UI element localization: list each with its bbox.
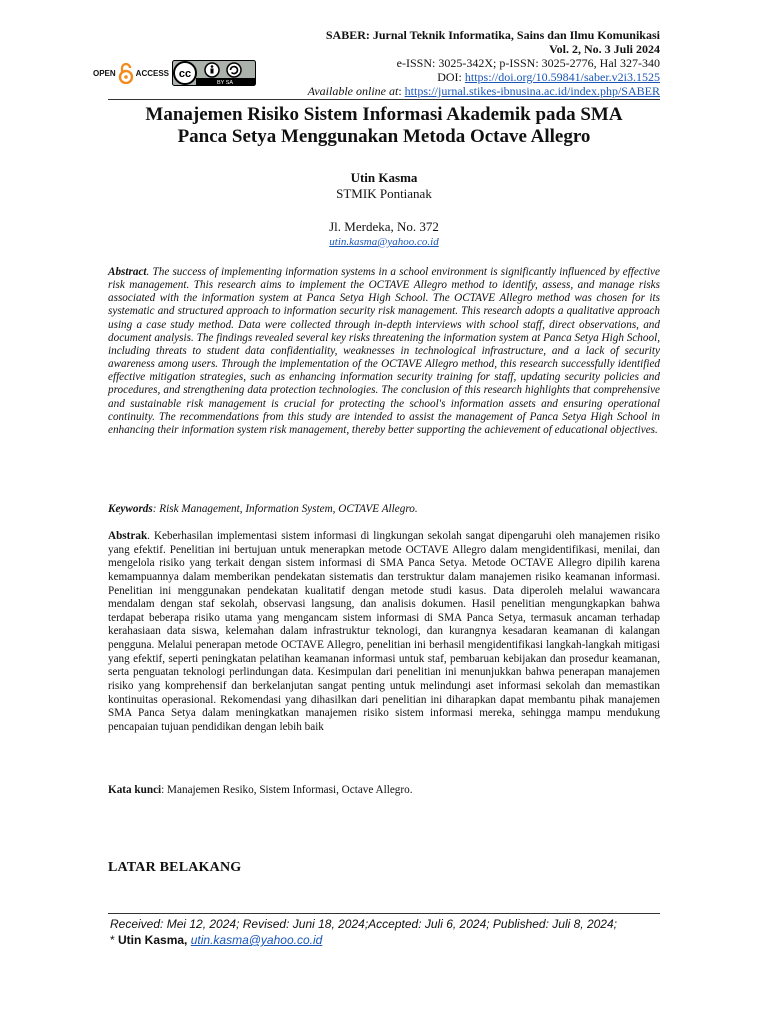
- doi-line: [308, 70, 660, 84]
- author-email-link[interactable]: utin.kasma@yahoo.co.id: [329, 236, 439, 248]
- doi-link[interactable]: https://doi.org/10.59841/saber.v2i3.1525: [464, 70, 660, 84]
- paper-title-line-2: Panca Setya Menggunakan Metoda Octave Allegro: [177, 126, 591, 147]
- svg-text:cc: cc: [178, 68, 192, 80]
- abstract-indonesian-text: . Keberhasilan implementasi sistem informasi di lingkungan sekolah sangat dipengaruhi oleh manajemen risiko yang efektif. Penelitian ini bertujuan untuk menerapkan metode OCTAVE Allegro dalam mengidentifikasi, menilai, dan mengelola risiko yang terkait dengan sistem informasi di SMA Panca Setya. Metode OCTAVE Allegro dipilih karena kemampuannya dalam memberikan pendekatan sistematis dan terstruktur dalam manajemen risiko keamanan informasi. Penelitian ini menggunakan pendekatan kualitatif dengan metode studi kasus. Data diperoleh melalui wawancara mendalam dengan staf sekolah, observasi langsung, dan analisis dokumen. Hasil penelitian mengungkapkan bahwa terdapat beberapa risiko utama yang mengancam sistem informasi di SMA Panca Setya, termasuk ancaman terhadap kerahasiaan data siswa, kelemahan dalam infrastruktur teknologi, dan kurangnya kesadaran keamanan di kalangan pengguna. Melalui penerapan metode OCTAVE Allegro, penelitian ini berhasil mengidentifikasi langkah-langkah mitigasi yang efektif, seperti peningkatan pelatihan keamanan informasi untuk staf, pembaruan kebijakan dan prosedur keamanan, serta penguatan teknologi perlindungan data. Kesimpulan dari penelitian ini menunjukkan bahwa penerapan manajemen risiko yang komprehensif dan berkelanjutan sangat penting untuk melindungi aset informasi sekolah dan memastikan kontinuitas operasional. Rekomendasi yang dihasilkan dari penelitian ini diharapkan dapat membantu pihak manajemen SMA Panca Setya dalam meningkatkan manajemen risiko sistem informasi mereka, sehingga mampu mendukung pencapaian tujuan pendidikan dengan lebih baik: [108, 530, 660, 733]
- corresponding-marker: *: [110, 933, 119, 947]
- abstract-indonesian: [108, 530, 660, 734]
- corresponding-email-link[interactable]: utin.kasma@yahoo.co.id: [190, 933, 323, 947]
- abstract-english-label: Abstract: [108, 266, 147, 278]
- author-affiliation: STMIK Pontianak: [336, 186, 432, 201]
- available-line: [308, 84, 660, 98]
- available-separator: :: [398, 84, 405, 98]
- author-address: Jl. Merdeka, No. 372: [329, 219, 439, 234]
- keywords-indonesian: [108, 784, 660, 796]
- keywords-indonesian-label: Kata kunci: [108, 784, 162, 796]
- available-label: Available online at: [307, 84, 399, 98]
- cc-by-sa-license-badge: [172, 60, 256, 86]
- author-name: Utin Kasma: [350, 170, 418, 185]
- journal-header: [308, 28, 660, 98]
- cc-badge-text: BY SA: [216, 80, 234, 86]
- keywords-english-label: Keywords: [108, 503, 153, 515]
- footer-divider: [108, 913, 660, 914]
- open-access-access-text: ACCESS: [135, 68, 170, 78]
- doi-label: DOI:: [437, 70, 465, 84]
- keywords-indonesian-text: : Manajemen Resiko, Sistem Informasi, Octave Allegro.: [161, 784, 413, 796]
- keywords-english-text: : Risk Management, Information System, OCTAVE Allegro.: [152, 503, 418, 515]
- received-dates: Received: Mei 12, 2024; Revised: Juni 18, 2024;Accepted: Juli 6, 2024; Published: Juli 8, 2024;: [110, 917, 617, 931]
- open-access-open-text: OPEN: [93, 68, 116, 78]
- section-heading: LATAR BELAKANG: [108, 860, 242, 875]
- journal-issn: e-ISSN: 3025-342X; p-ISSN: 3025-2776, Hal 327-340: [396, 56, 660, 70]
- abstract-english-text: . The success of implementing information systems in a school environment is significantly influenced by effective risk management. This research aims to implement the OCTAVE Allegro method to identify, assess, and manage risks associated with the information system at Panca Setya High School. The OCTAVE Allegro method was chosen for its systematic and structured approach to information security risk management. This research adopts a qualitative approach using a case study method. Data were collected through in-depth interviews with school staff, direct observations, and document analysis. The findings revealed several key risks threatening the information system at Panca Setya High School, including threats to student data confidentiality, weaknesses in technological infrastructure, and a lack of security awareness among users. Through the implementation of the OCTAVE Allegro method, this research successfully identified effective mitigation strategies, such as enhancing information security training for staff, updating security policies and procedures, and strengthening data protection technologies. The conclusion of this research highlights that comprehensive and sustainable risk management is crucial for protecting the school's information assets and ensuring operational continuity. The recommendations from this study are intended to assist the management of Panca Setya High School in enhancing their information system risk management, thereby better supporting the achievement of educational objectives.: [108, 266, 660, 436]
- journal-logos: [93, 58, 256, 88]
- abstract-indonesian-label: Abstrak: [108, 530, 148, 542]
- abstract-english: [108, 266, 660, 437]
- paper-title-line-1: Manajemen Risiko Sistem Informasi Akademik pada SMA: [145, 104, 623, 125]
- journal-url-link[interactable]: https://jurnal.stikes-ibnusina.ac.id/index.php/SABER: [404, 84, 660, 98]
- journal-name: SABER: Jurnal Teknik Informatika, Sains dan Ilmu Komunikasi: [325, 28, 660, 42]
- corresponding-author-name: Utin Kasma,: [118, 933, 188, 947]
- open-access-logo: [93, 62, 169, 84]
- open-lock-icon: [118, 62, 134, 84]
- header-divider: [108, 99, 660, 100]
- keywords-english: [108, 503, 660, 515]
- corresponding-author: [110, 933, 322, 947]
- paper-title: [108, 104, 660, 148]
- journal-volume: Vol. 2, No. 3 Juli 2024: [549, 42, 660, 56]
